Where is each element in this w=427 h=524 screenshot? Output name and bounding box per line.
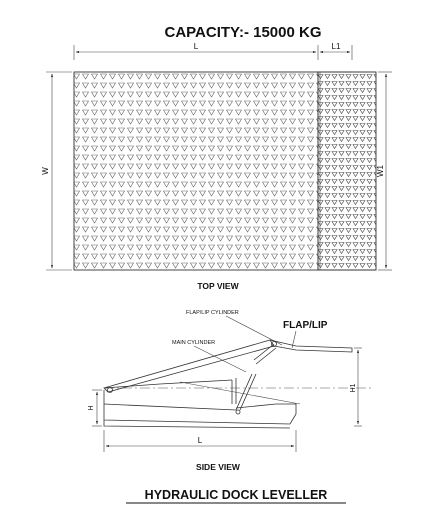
lip-plate xyxy=(318,72,376,270)
dimension-h xyxy=(88,390,102,426)
main-platform xyxy=(74,72,318,270)
dimension-l-side xyxy=(104,430,296,452)
dimension-w-label: W xyxy=(41,167,50,175)
side-view-caption: SIDE VIEW xyxy=(196,462,240,472)
dimension-h1 xyxy=(350,348,362,426)
dimension-w1 xyxy=(376,72,392,270)
dimension-l1 xyxy=(320,42,352,60)
main-cylinder-label: MAIN CYLINDER xyxy=(172,340,216,346)
flap-lip-label: FLAP/LIP xyxy=(283,320,328,331)
dimension-w xyxy=(41,72,72,270)
top-view-caption: TOP VIEW xyxy=(197,281,239,291)
raised-deck xyxy=(104,340,274,392)
dimension-h-label: H xyxy=(88,405,95,411)
side-view xyxy=(88,310,372,472)
lip-cylinder xyxy=(254,344,276,364)
dimension-w1-label: W1 xyxy=(376,165,385,177)
dimension-h1-label: H1 xyxy=(350,383,357,393)
product-title: HYDRAULIC DOCK LEVELLER xyxy=(144,488,328,502)
pit-frame xyxy=(104,390,296,424)
dimension-l1-label: L1 xyxy=(331,42,341,51)
dimension-l-top xyxy=(74,42,318,60)
dimension-l-side-label: L xyxy=(197,436,203,445)
top-view xyxy=(41,42,392,291)
lip-flap xyxy=(270,340,352,352)
flap-lip-cylinder-label: FLAP/LIP CYLINDER xyxy=(186,310,239,316)
capacity-title: CAPACITY:- 15000 KG xyxy=(164,24,322,41)
dimension-l-label: L xyxy=(193,42,199,51)
